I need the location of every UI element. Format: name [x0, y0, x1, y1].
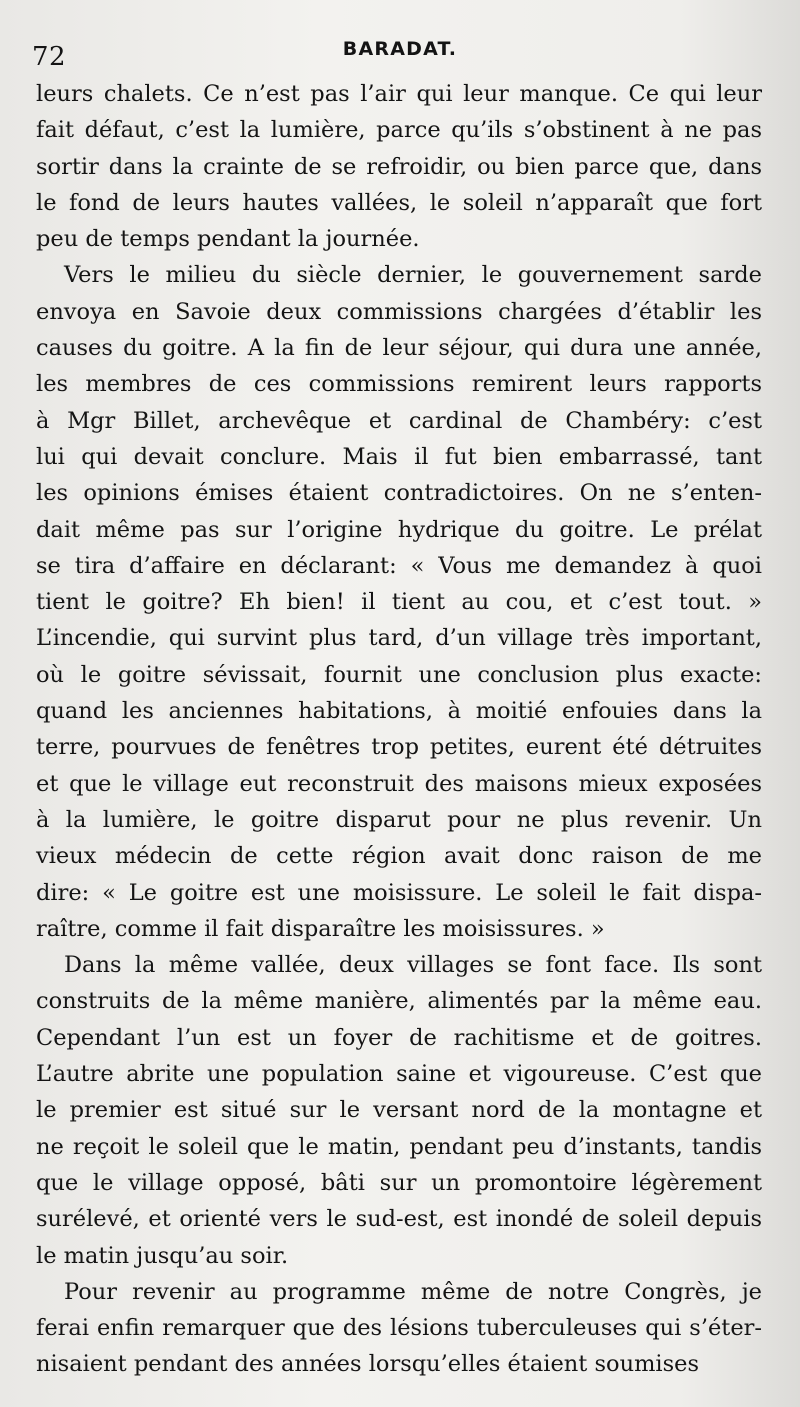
text-line: le premier est situé sur le versant nord de la montagne et [36, 1097, 762, 1124]
paragraph [36, 947, 762, 1274]
text-line: raître, comme il fait disparaître les moisissures. » [36, 915, 605, 942]
text-line: ferai enfin remarquer que des lésions tuberculeuses qui s’éter- [36, 1315, 762, 1342]
text-line: Pour revenir au programme même de notre Congrès, je [64, 1278, 762, 1305]
text-line: causes du goitre. A la fin de leur séjour, qui dura une année, [36, 335, 762, 362]
text-line: le matin jusqu’au soir. [36, 1242, 289, 1269]
text-line: se tira d’affaire en déclarant: « Vous me demandez à quoi [36, 552, 762, 579]
text-line: lui qui devait conclure. Mais il fut bien embarrassé, tant [36, 443, 762, 470]
text-line: surélevé, et orienté vers le sud-est, est inondé de soleil depuis [36, 1206, 762, 1233]
text-line: et que le village eut reconstruit des maisons mieux exposées [36, 770, 762, 797]
text-line: à la lumière, le goitre disparut pour ne plus revenir. Un [36, 806, 762, 833]
text-line: tient le goitre? Eh bien! il tient au cou, et c’est tout. » [36, 589, 762, 616]
text-line: dire: « Le goitre est une moisissure. Le soleil le fait dispa- [36, 879, 762, 906]
text-line: L’incendie, qui survint plus tard, d’un village très important, [36, 625, 762, 652]
text-line: leurs chalets. Ce n’est pas l’air qui leur manque. Ce qui leur [36, 81, 762, 107]
text-line: dait même pas sur l’origine hydrique du goitre. Le prélat [36, 516, 762, 543]
text-line: quand les anciennes habitations, à moitié enfouies dans la [36, 698, 762, 725]
text-line: le fond de leurs hautes vallées, le soleil n’apparaît que fort [36, 189, 762, 216]
text-line: les membres de ces commissions remirent leurs rapports [36, 371, 762, 398]
text-line: fait défaut, c’est la lumière, parce qu’ils s’obstinent à ne pas [36, 117, 762, 144]
text-line: où le goitre sévissait, fournit une conclusion plus exacte: [36, 661, 762, 688]
page-number: 72 [32, 42, 67, 72]
paragraph [36, 1274, 762, 1383]
text-line: à Mgr Billet, archevêque et cardinal de Chambéry: c’est [36, 407, 762, 434]
text-line: envoya en Savoie deux commissions chargées d’établir les [36, 298, 762, 325]
text-line: Dans la même vallée, deux villages se font face. Ils sont [64, 952, 762, 979]
paragraph [36, 76, 762, 257]
body-text [36, 76, 762, 1383]
text-line: les opinions émises étaient contradictoires. On ne s’enten- [36, 480, 762, 507]
text-line: peu de temps pendant la journée. [36, 226, 420, 253]
text-line: nisaient pendant des années lorsqu’elles étaient soumises [36, 1351, 700, 1378]
text-line: sortir dans la crainte de se refroidir, ou bien parce que, dans [36, 153, 762, 180]
text-line: Cependant l’un est un foyer de rachitisme et de goitres. [36, 1024, 762, 1051]
text-line: ne reçoit le soleil que le matin, pendant peu d’instants, tandis [36, 1133, 762, 1160]
text-line: L’autre abrite une population saine et vigoureuse. C’est que [36, 1061, 762, 1088]
text-line: terre, pourvues de fenêtres trop petites, eurent été détruites [36, 734, 762, 761]
text-line: que le village opposé, bâti sur un promontoire légèrement [36, 1169, 762, 1196]
text-line: vieux médecin de cette région avait donc raison de me [36, 843, 762, 870]
paragraph [36, 257, 762, 947]
text-line: Vers le milieu du siècle dernier, le gouvernement sarde [64, 262, 762, 289]
text-line: construits de la même manière, alimentés par la même eau. [36, 988, 762, 1015]
running-head: BARADAT. [342, 38, 458, 60]
